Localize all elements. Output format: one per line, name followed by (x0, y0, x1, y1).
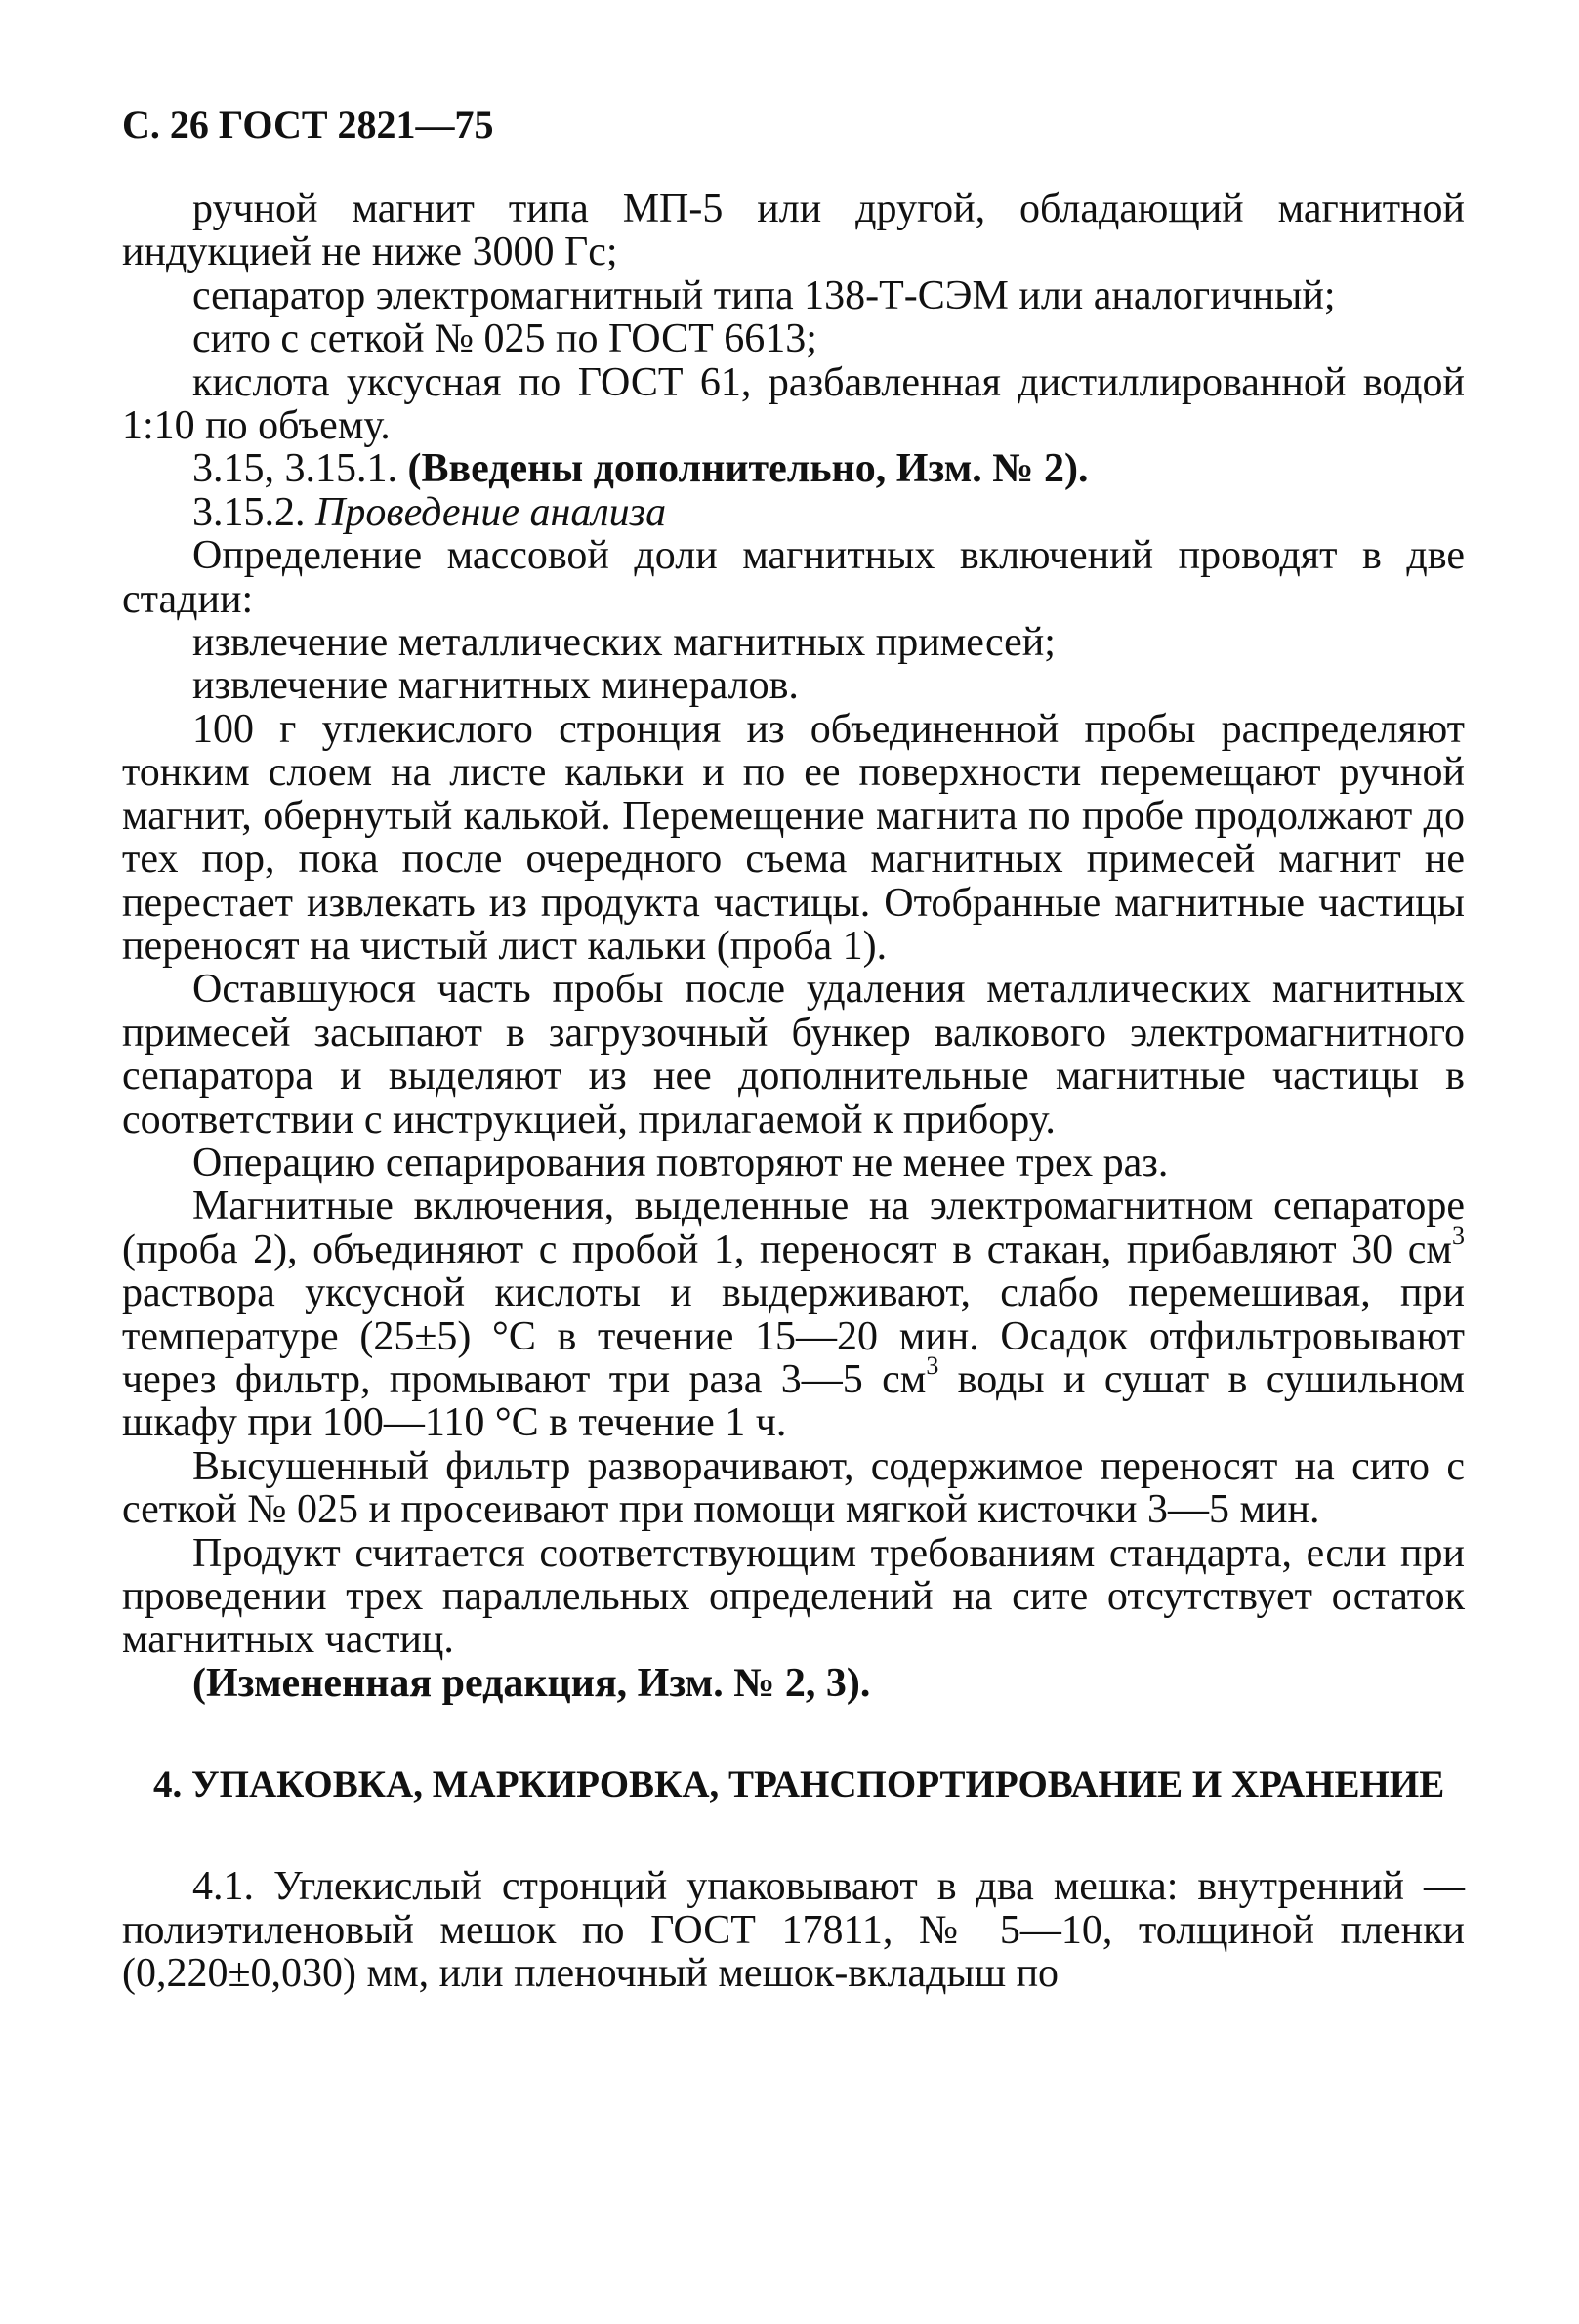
superscript-cubic: 3 (1452, 1221, 1465, 1250)
document-body (122, 187, 1465, 1995)
paragraph-stages: Определение массовой доли магнитных включений проводят в две стадии: (122, 533, 1465, 622)
paragraph-repeat: Операцию сепарирования повторяют не менее трех раз. (192, 1140, 1169, 1185)
stage-item-2: извлечение магнитных минералов. (192, 663, 799, 709)
subclause-heading (122, 491, 1465, 534)
running-head: С. 26 ГОСТ 2821—75 (122, 103, 494, 146)
amendment-note-revised: (Измененная редакция, Изм. № 2, 3). (192, 1660, 871, 1706)
paragraph-packaging: 4.1. Углекислый стронций упаковывают в два мешка: внутренний — полиэтиленовый мешок по ГОСТ 17811, № 5—10, толщиной пленки (0,220±0,030) мм, или пленочный мешок-вкладыш по (122, 1864, 1465, 1997)
paragraph-part-c: воды и сушат в сушильном шкафу при 100—110 °С в течение 1 ч. (122, 1356, 1465, 1446)
document-page (122, 102, 1465, 1995)
equipment-item-magnet: ручной магнит типа МП-5 или другой, обладающий магнитной индукцией не ниже 3000 Гс; (122, 187, 1465, 275)
equipment-item-acid: кислота уксусная по ГОСТ 61, разбавленная дистиллированной водой 1:10 по объему. (122, 359, 1465, 449)
paragraph-sieving: Высушенный фильтр разворачивают, содержимое переносят на сито с сеткой № 025 и просеивают при помощи мягкой кисточки 3—5 мин. (122, 1443, 1465, 1533)
amendment-text: (Введены дополнительно, Изм. № 2). (407, 446, 1089, 492)
superscript-cubic: 3 (926, 1350, 939, 1380)
section-heading: 4. УПАКОВКА, МАРКИРОВКА, ТРАНСПОРТИРОВАНИЕ И ХРАНЕНИЕ (153, 1764, 1445, 1806)
clause-ref: 3.15, 3.15.1. (192, 446, 408, 492)
stage-item-1: извлечение металлических магнитных примесей; (192, 620, 1056, 666)
paragraph-manual-magnet: 100 г углекислого стронция из объединенной пробы распределяют тонким слоем на листе кальки и по ее поверхности перемещают ручной магнит, обернутый калькой. Перемещение магнита по пробе продолжают до тех пор, пока после очередного съема магнитных примесей магнит не перестает извлекать из продукта частицы. Отобранные магнитные частицы переносят на чистый лист кальки (проба 1). (122, 706, 1465, 969)
paragraph-acid-treatment (122, 1184, 1465, 1444)
paragraph-part-b: раствора уксусной кислоты и выдерживают, слабо перемешивая, при температуре (25±5) °С в течение 15—20 мин. Осадок отфильтровывают через фильтр, промывают три раза 3—5 см (122, 1270, 1465, 1402)
paragraph-conformity: Продукт считается соответствующим требованиям стандарта, если при проведении трех параллельных определений на сите отсутствует остаток магнитных частиц. (122, 1530, 1465, 1663)
paragraph-part-a: Магнитные включения, выделенные на электромагнитном сепараторе (проба 2), объединяют с пробой 1, переносят в стакан, прибавляют 30 см (122, 1183, 1465, 1272)
subclause-number: 3.15.2. (192, 489, 315, 535)
subclause-title: Проведение анализа (315, 489, 667, 535)
equipment-item-sieve: сито с сеткой № 025 по ГОСТ 6613; (192, 316, 817, 362)
amendment-note-introduced (122, 447, 1465, 490)
paragraph-separator: Оставшуюся часть пробы после удаления металлических магнитных примесей засыпают в загрузочный бункер валкового электромагнитного сепаратора и выделяют из нее дополнительные магнитные частицы в соответствии с инструкцией, прилагаемой к прибору. (122, 967, 1465, 1142)
equipment-item-separator: сепаратор электромагнитный типа 138-Т-СЭМ или аналогичный; (192, 272, 1336, 318)
